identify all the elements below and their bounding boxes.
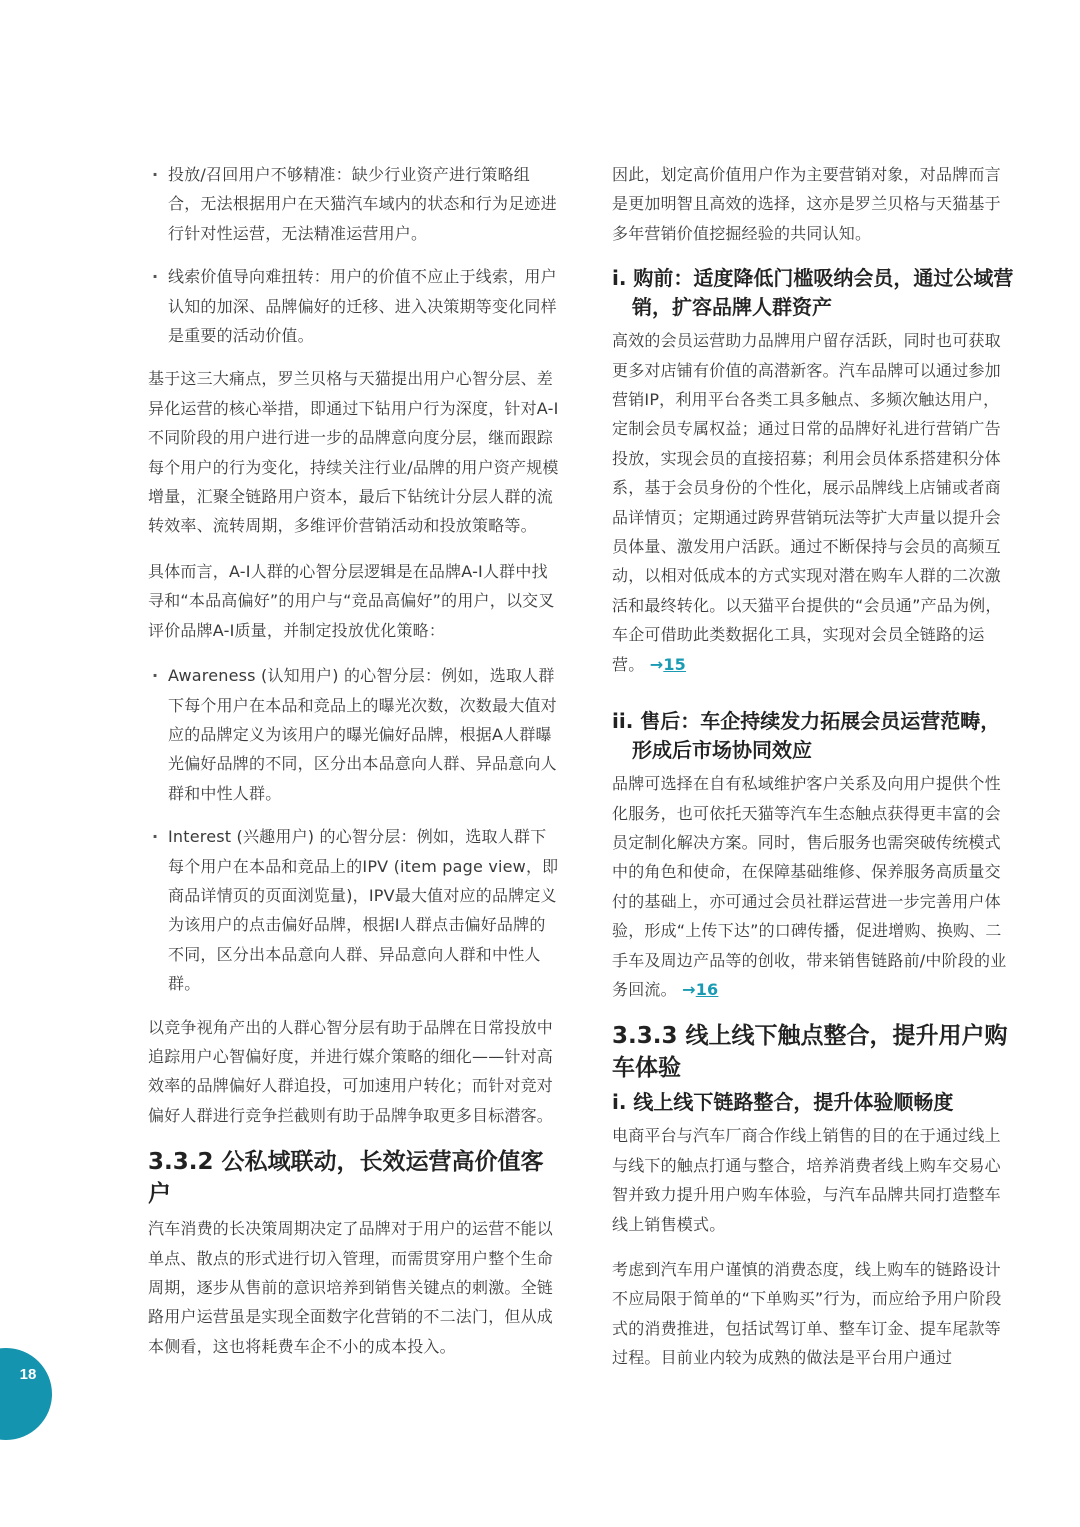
reference-number: 15 (663, 654, 686, 674)
subsection-title-online-offline: i. 线上线下链路整合，提升体验顺畅度 (612, 1090, 954, 1115)
list-item: · Interest (兴趣用户) 的心智分层：例如，选取人群下每个用户在本品和竞品上的IPV (item page view，即商品详情页的页面浏览量)，IPV最大值对应的品牌定义为该用户的点击偏好品牌，根据I人群点击偏好品牌的不同，区分出本品意向人群、异品意向人群和中性人群。 (148, 822, 560, 998)
reference-link-16[interactable] (682, 980, 718, 999)
body-paragraph: 因此，划定高价值用户作为主要营销对象，对品牌而言是更加明智且高效的选择，这亦是罗兰贝格与天猫基于多年营销价值挖掘经验的共同认知。 (612, 165, 1001, 243)
list-item: · 投放/召回用户不够精准：缺少行业资产进行策略组合，无法根据用户在天猫汽车域内的状态和行为足迹进行针对性运营，无法精准运营用户。 (148, 160, 560, 248)
body-text: 高效的会员运营助力品牌用户留存活跃，同时也可获取更多对店铺有价值的高潜新客。汽车品牌可以通过参加营销IP，利用平台各类工具多触点、多频次触达用户，定制会员专属权益；通过日常的品牌好礼进行营销广告投放，实现会员的直接招募；利用会员体系搭建积分体系，基于会员身份的个性化，展示品牌线上店铺或者商品详情页；定期通过跨界营销玩法等扩大声量以提升会员体量、激发用户活跃。通过不断保持与会员的高频互动，以相对低成本的方式实现对潜在购车人群的二次激活和最终转化。以天猫平台提供的“会员通”产品为例，车企可借助此类数据化工具，实现对会员全链路的运营。 (612, 331, 1002, 674)
page-number: 18 (19, 1366, 37, 1383)
body-paragraph: 基于这三大痛点，罗兰贝格与天猫提出用户心智分层、差异化运营的核心举措，即通过下钻用户行为深度，针对A-I不同阶段的用户进行进一步的品牌意向度分层，继而跟踪每个用户的行为变化，持续关注行业/品牌的用户资产规模增量，汇聚全链路用户资本，最后下钻统计分层人群的流转效率、流转周期，多维评价营销活动和投放策略等。 (148, 369, 559, 536)
arrow-right-icon: → (649, 654, 664, 674)
pain-point-list (148, 160, 560, 350)
body-text: 品牌可选择在自有私域维护客户关系及向用户提供个性化服务，也可依托天猫等汽车生态触点获得更丰富的会员定制化解决方案。同时，售后服务也需突破传统模式中的角色和使命，在保障基础维修、保养服务高质量交付的基础上，亦可通过会员社群运营进一步完善用户体验，形成“上传下达”的口碑传播，促进增购、换购、二手车及周边产品等的创收，带来销售链路前/中阶段的业务回流。 (612, 774, 1007, 999)
subsection-title-after-sales: ii. 售后：车企持续发力拓展会员运营范畴，形成后市场协同效应 (612, 709, 1001, 763)
arrow-right-icon: → (682, 979, 696, 999)
left-column (148, 160, 560, 1361)
list-item: · 线索价值导向难扭转：用户的价值不应止于线索，用户认知的加深、品牌偏好的迁移、进入决策期等变化同样是重要的活动价值。 (148, 262, 560, 350)
subsection-title-pre-purchase: i. 购前：适度降低门槛吸纳会员，通过公域营销，扩容品牌人群资产 (612, 266, 1014, 320)
reference-number: 16 (695, 979, 719, 999)
body-paragraph: 具体而言，A-I人群的心智分层逻辑是在品牌A-I人群中找寻和“本品高偏好”的用户与“竞品高偏好”的用户，以交叉评价品牌A-I质量，并制定投放优化策略： (148, 561, 555, 640)
segmentation-list (148, 661, 560, 998)
body-paragraph: 电商平台与汽车厂商合作线上销售的目的在于通过线上与线下的触点打通与整合，培养消费者线上购车交易心智并致力提升用户购车体验，与汽车品牌共同打造整车线上销售模式。 (612, 1126, 1001, 1234)
reference-link-15[interactable] (650, 655, 686, 674)
body-paragraph (612, 769, 1014, 1004)
section-title-3-3-3: 3.3.3 线上线下触点整合，提升用户购车体验 (612, 1023, 1008, 1082)
list-item: · Awareness (认知用户) 的心智分层：例如，选取人群下每个用户在本品和竞品上的曝光次数，次数最大值对应的品牌定义为该用户的曝光偏好品牌，根据A人群曝光偏好品牌的不同，区分出本品意向人群、异品意向人群和中性人群。 (148, 661, 560, 808)
section-title-3-3-2: 3.3.2 公私域联动，长效运营高价值客户 (148, 1149, 544, 1208)
body-paragraph: 考虑到汽车用户谨慎的消费态度，线上购车的链路设计不应局限于简单的“下单购买”行为，而应给予用户阶段式的消费推进，包括试驾订单、整车订金、提车尾款等过程。目前业内较为成熟的做法是平台用户通过 (612, 1259, 1002, 1368)
body-paragraph: 汽车消费的长决策周期决定了品牌对于用户的运营不能以单点、散点的形式进行切入管理，而需贯穿用户整个生命周期，逐步从售前的意识培养到销售关键点的刺激。全链路用户运营虽是实现全面数字化营销的不二法门，但从成本侧看，这也将耗费车企不小的成本投入。 (148, 1219, 554, 1356)
right-column (612, 160, 1014, 1373)
body-paragraph (612, 326, 1014, 679)
body-paragraph: 以竞争视角产出的人群心智分层有助于品牌在日常投放中追踪用户心智偏好度，并进行媒介策略的细化——针对高效率的品牌偏好人群追投，可加速用户转化；而针对竞对偏好人群进行竞争拦截则有助于品牌争取更多目标潜客。 (148, 1017, 554, 1125)
page-number-tab (0, 1348, 52, 1440)
